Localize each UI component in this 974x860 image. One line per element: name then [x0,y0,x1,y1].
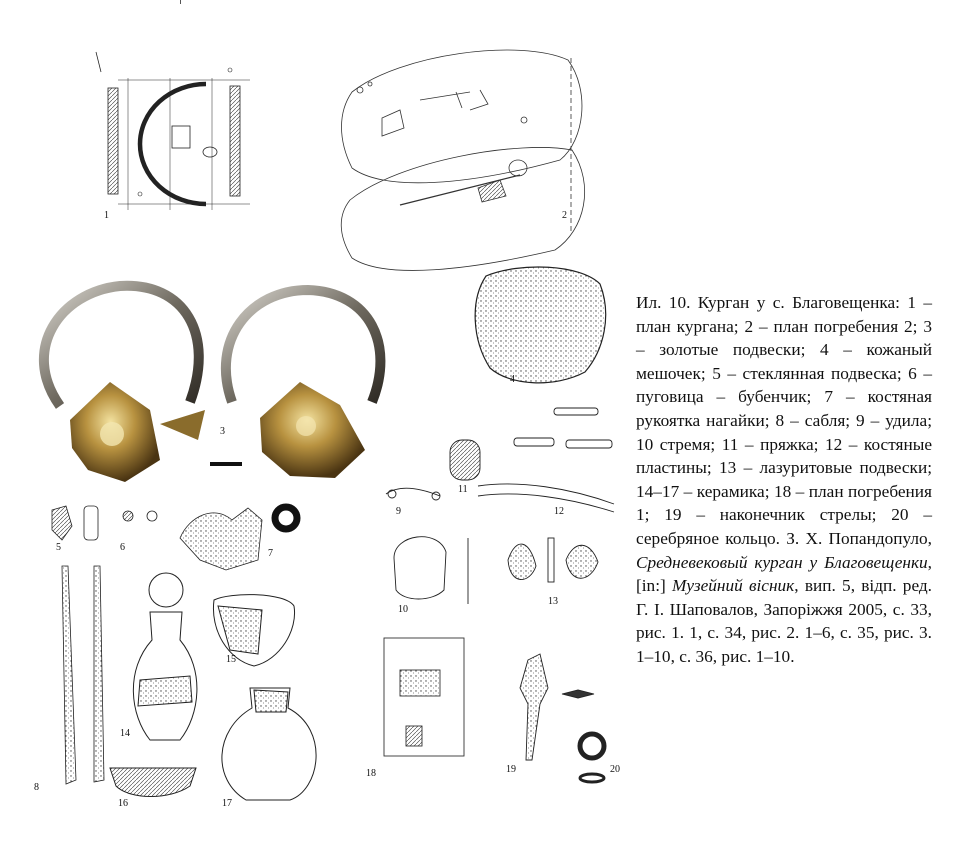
fig-num-8: 8 [34,782,39,793]
figure-caption [636,291,932,669]
caption-text: Ил. 10. Курган у с. Благовещенка: 1 – план кургана; 2 – план погребения 2; 3 – золотые подвески; 4 – кожаный мешочек; 5 – стеклянная подвеска; 6 – пуговица – бубенчик; 7 – костяная рукоятка нагайки; 8 – сабля; 9 – удила; 10 стремя; 11 – пряжка; 12 – костяные пластины; 13 – лазуритовые подвески; 14–17 – керамика; 18 – план погребения 1; 19 – наконечник стрелы; 20 – серебряное кольцо. З. Х. Попандопуло, [636,293,932,548]
article-title: Средневековый курган у Благовещенки [636,552,928,572]
fig-num-14: 14 [120,728,130,739]
fig-num-3: 3 [220,426,225,437]
fig-num-5: 5 [56,542,61,553]
fig-num-17: 17 [222,798,232,809]
arrowhead-and-ring [520,654,604,782]
small-finds-5-7 [52,506,297,570]
fig-num-9: 9 [396,506,401,517]
burial-2-plan [341,50,584,270]
fig-num-16: 16 [118,798,128,809]
fig-num-13: 13 [548,596,558,607]
leather-pouch [475,267,606,383]
ceramics-14-17 [110,573,316,800]
fig-num-6: 6 [120,542,125,553]
fig-num-2: 2 [562,210,567,221]
fig-num-10: 10 [398,604,408,615]
caption-in: , [in:] [636,552,932,596]
sabre [62,566,104,784]
fig-num-15: 15 [226,654,236,665]
finds-9-13 [386,408,614,604]
fig-num-1: 1 [104,210,109,221]
fig-num-19: 19 [506,764,516,775]
gold-earrings-photo [44,286,381,482]
fig-num-18: 18 [366,768,376,779]
fig-num-12: 12 [554,506,564,517]
fig-num-11: 11 [458,484,468,495]
journal-title: Музейний вісник [672,576,795,596]
fig-num-20: 20 [610,764,620,775]
caption-source: , вип. 5, відп. ред. Г. І. Шаповалов, Запоріжжя 2005, с. 33, рис. 1. 1, с. 34, рис. 2. 1–6, с. 35, рис. 3. 1–10, с. 36, рис. 1–10. [636,576,933,666]
kurgan-plan [96,52,250,210]
fig-num-4: 4 [510,374,515,385]
fig-num-7: 7 [268,548,273,559]
burial-1-plan [384,638,464,756]
